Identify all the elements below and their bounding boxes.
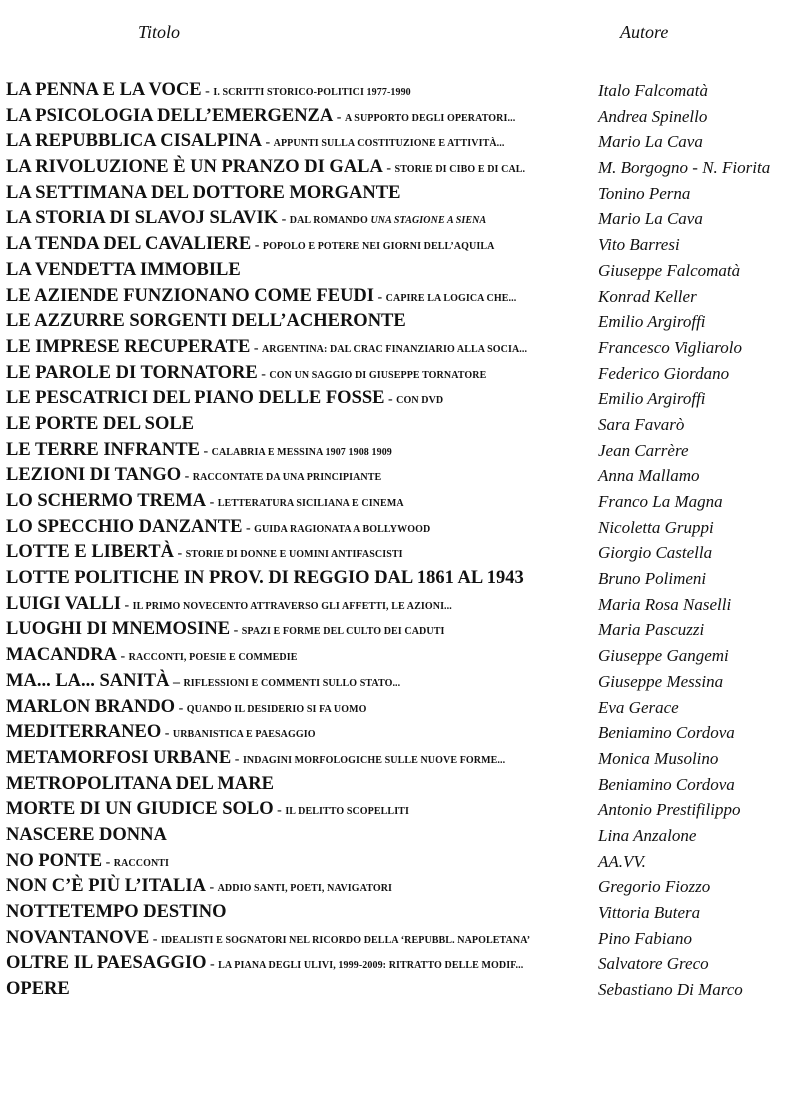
book-row: [0, 823, 802, 849]
book-author: Eva Gerace: [598, 697, 679, 717]
book-row: [0, 977, 802, 1003]
book-title-cell: [6, 746, 594, 773]
book-title: LA PENNA E LA VOCE: [6, 80, 202, 100]
title-separator: -: [173, 546, 186, 562]
book-row: [0, 463, 802, 489]
book-subtitle: CON DVD: [396, 395, 444, 407]
book-subtitle: ADDIO SANTI, POETI, NAVIGATORI: [217, 883, 393, 895]
title-separator: -: [374, 289, 386, 305]
book-subtitle: STORIE DI DONNE E UOMINI ANTIFASCISTI: [185, 549, 403, 561]
book-title: LA REPUBBLICA CISALPINA: [6, 131, 262, 152]
title-separator: -: [257, 366, 270, 382]
book-author: Gregorio Fiozzo: [598, 877, 711, 897]
book-subtitle: IL DELITTO SCOPELLITI: [285, 806, 409, 818]
book-title-cell: [6, 515, 594, 542]
book-row: [0, 335, 802, 361]
book-title-cell: [6, 823, 594, 848]
book-title: LE PESCATRICI DEL PIANO DELLE FOSSE: [6, 388, 385, 409]
book-subtitle: LETTERATURA SICILIANA E CINEMA: [217, 498, 404, 509]
book-row: [0, 797, 802, 823]
book-title-cell: [6, 489, 594, 516]
book-author: Andrea Spinello: [598, 106, 708, 126]
book-title: NASCERE DONNA: [6, 824, 167, 845]
title-separator: -: [161, 726, 173, 742]
title-separator: -: [205, 880, 218, 896]
book-author: Vittoria Butera: [598, 903, 701, 922]
book-title: LO SCHERMO TREMA: [6, 491, 207, 511]
book-author: Giorgio Castella: [598, 543, 713, 563]
book-title: LO SPECCHIO DANZANTE: [6, 516, 243, 537]
book-title-cell: [6, 232, 594, 259]
book-author: Nicoletta Gruppi: [598, 517, 714, 537]
book-title: LUIGI VALLI: [6, 593, 121, 614]
book-subtitle: APPUNTI SULLA COSTITUZIONE E ATTIVITÀ...: [273, 138, 505, 150]
book-row: [0, 104, 802, 130]
title-separator: -: [206, 495, 218, 510]
book-title-cell: [6, 566, 594, 591]
book-author: Konrad Keller: [598, 286, 697, 306]
book-title-cell: [6, 592, 594, 619]
book-title-cell: [6, 463, 594, 490]
title-separator: -: [121, 597, 133, 613]
book-title-cell: [6, 78, 594, 105]
book-title-cell: [6, 617, 594, 644]
book-title-cell: [6, 206, 594, 233]
book-title: LE IMPRESE RECUPERATE: [6, 336, 251, 357]
book-row: [0, 438, 802, 464]
book-author: Lina Anzalone: [598, 825, 697, 845]
book-author: Maria Rosa Naselli: [598, 594, 732, 614]
book-author: Emilio Argiroffi: [598, 312, 706, 332]
title-separator: -: [149, 931, 161, 947]
book-title: LA RIVOLUZIONE È UN PRANZO DI GALA: [6, 157, 383, 178]
book-title: LOTTE E LIBERTÀ: [6, 542, 174, 563]
book-title: NOTTETEMPO DESTINO: [6, 902, 227, 922]
title-separator: -: [231, 751, 243, 767]
book-subtitle: INDAGINI MORFOLOGICHE SULLE NUOVE FORME...: [242, 754, 506, 766]
book-title-cell: [6, 849, 594, 876]
book-row: [0, 900, 802, 926]
book-title-cell: [6, 900, 594, 925]
book-subtitle: GUIDA RAGIONATA A BOLLYWOOD: [254, 523, 431, 535]
title-separator: -: [206, 957, 219, 973]
book-row: [0, 849, 802, 875]
book-subtitle: IL PRIMO NOVECENTO ATTRAVERSO GLI AFFETTI, LE AZIONI...: [132, 600, 452, 612]
book-title-cell: [6, 977, 594, 1002]
book-row: [0, 951, 802, 977]
book-title: LA SETTIMANA DEL DOTTORE MORGANTE: [6, 182, 401, 203]
book-author: Vito Barresi: [598, 235, 680, 255]
book-row: [0, 874, 802, 900]
book-author: Bruno Polimeni: [598, 569, 707, 589]
book-subtitle: RACCONTI, POESIE E COMMEDIE: [128, 652, 298, 664]
book-title-cell: [6, 540, 594, 567]
book-title-cell: [6, 951, 594, 978]
title-separator: –: [169, 674, 184, 690]
book-subtitle: QUANDO IL DESIDERIO SI FA UOMO: [186, 703, 367, 715]
book-title-cell: [6, 104, 594, 131]
book-row: [0, 284, 802, 310]
book-author: Sebastiano Di Marco: [598, 980, 743, 1000]
book-row: [0, 361, 802, 387]
book-title-cell: [6, 772, 594, 797]
title-separator: -: [242, 520, 255, 536]
book-author: Giuseppe Gangemi: [598, 646, 729, 666]
title-separator: -: [273, 803, 286, 819]
book-row: [0, 129, 802, 155]
book-author: Giuseppe Messina: [598, 671, 724, 691]
book-subtitle: DAL ROMANDO: [289, 215, 371, 227]
book-title: NON C’È PIÙ L’ITALIA: [6, 876, 206, 897]
title-separator: -: [175, 700, 187, 716]
book-title-cell: [6, 438, 594, 465]
book-subtitle: RACCONTI: [113, 857, 170, 869]
book-author: Antonio Prestifilippo: [598, 800, 741, 820]
book-title: OPERE: [6, 979, 70, 1000]
book-author: Beniamino Cordova: [598, 774, 735, 794]
title-separator: -: [250, 340, 262, 356]
title-separator: -: [261, 135, 274, 151]
book-title-cell: [6, 412, 594, 437]
book-author: Federico Giordano: [598, 363, 730, 383]
book-author: Sara Favarò: [598, 414, 685, 434]
book-row: [0, 669, 802, 695]
book-author: Monica Musolino: [598, 748, 719, 768]
book-subtitle: CALABRIA E MESSINA 1907 1908 1909: [211, 446, 392, 458]
title-separator: -: [199, 443, 212, 459]
book-subtitle: RIFLESSIONI E COMMENTI SULLO STATO...: [183, 677, 401, 689]
title-separator: -: [181, 469, 193, 485]
book-title: LEZIONI DI TANGO: [6, 465, 182, 486]
book-title: LA VENDETTA IMMOBILE: [6, 259, 241, 280]
title-separator: -: [230, 623, 242, 639]
book-title: LOTTE POLITICHE IN PROV. DI REGGIO DAL 1861 AL 1943: [6, 568, 524, 589]
book-title: METAMORFOSI URBANE: [6, 747, 232, 768]
book-author: Italo Falcomatà: [598, 81, 709, 100]
book-author: Mario La Cava: [598, 209, 703, 229]
book-author: Maria Pascuzzi: [598, 620, 705, 640]
book-title: MARLON BRANDO: [6, 696, 176, 717]
book-author: Francesco Vigliarolo: [598, 337, 743, 357]
book-subtitle: IDEALISTI E SOGNATORI NEL RICORDO DELLA ‘REPUBBL. NAPOLETANA’: [160, 934, 531, 946]
title-separator: -: [116, 649, 129, 665]
book-title: LE TERRE INFRANTE: [6, 439, 200, 460]
book-title: LA PSICOLOGIA DELL’EMERGENZA: [6, 105, 334, 126]
book-author: Mario La Cava: [598, 132, 703, 152]
book-title: LE AZZURRE SORGENTI DELL’ACHERONTE: [6, 311, 406, 332]
book-title-cell: [6, 695, 594, 722]
book-subtitle: CAPIRE LA LOGICA CHE...: [385, 292, 517, 304]
book-author: Anna Mallamo: [598, 466, 700, 486]
book-author: Franco La Magna: [598, 492, 723, 511]
book-author: Giuseppe Falcomatà: [598, 260, 741, 280]
book-title: LE PAROLE DI TORNATORE: [6, 362, 258, 383]
book-title: LE PORTE DEL SOLE: [6, 413, 195, 434]
book-author: Beniamino Cordova: [598, 723, 735, 743]
book-row: [0, 155, 802, 181]
book-author: Tonino Perna: [598, 183, 691, 203]
book-row: [0, 232, 802, 258]
book-author: AA.VV.: [598, 851, 646, 871]
book-subtitle: A SUPPORTO DEGLI OPERATORI...: [344, 112, 516, 124]
title-separator: -: [102, 854, 114, 870]
book-title: LA TENDA DEL CAVALIERE: [6, 234, 252, 255]
book-author: M. Borgogno - N. Fiorita: [598, 158, 771, 178]
book-title-cell: [6, 669, 594, 696]
book-row: [0, 515, 802, 541]
book-title-cell: [6, 258, 594, 283]
book-row: [0, 746, 802, 772]
book-title: MACANDRA: [6, 645, 117, 666]
title-separator: -: [278, 212, 290, 228]
book-title-cell: [6, 720, 594, 747]
title-separator: -: [384, 392, 397, 408]
book-row: [0, 926, 802, 952]
book-subtitle: LA PIANA DEGLI ULIVI, 1999-2009: RITRATTO DELLE MODIF...: [218, 960, 524, 972]
book-title-cell: [6, 874, 594, 901]
book-title-cell: [6, 129, 594, 156]
book-author: Emilio Argiroffi: [598, 389, 706, 409]
book-row: [0, 386, 802, 412]
book-row: [0, 592, 802, 618]
book-row: [0, 181, 802, 207]
book-title-cell: [6, 155, 594, 182]
book-row: [0, 258, 802, 284]
book-title-cell: [6, 797, 594, 824]
column-header-author: Autore: [620, 22, 669, 42]
book-title-cell: [6, 926, 594, 953]
book-title: LA STORIA DI SLAVOJ SLAVIK: [6, 208, 279, 229]
book-author: Salvatore Greco: [598, 954, 709, 974]
book-subtitle: I. SCRITTI STORICO-POLITICI 1977-1990: [213, 87, 411, 98]
book-title: METROPOLITANA DEL MARE: [6, 773, 274, 794]
title-separator: -: [333, 109, 345, 125]
book-row: [0, 720, 802, 746]
book-row: [0, 206, 802, 232]
book-subtitle: SPAZI E FORME DEL CULTO DEI CADUTI: [241, 626, 445, 638]
book-list: [0, 78, 802, 1003]
book-subtitle: POPOLO E POTERE NEI GIORNI DELL’AQUILA: [262, 241, 495, 253]
book-title: NOVANTANOVE: [6, 927, 150, 948]
book-title: MORTE DI UN GIUDICE SOLO: [6, 799, 274, 820]
book-row: [0, 617, 802, 643]
book-subtitle-italic: UNA STAGIONE A SIENA: [370, 215, 487, 227]
book-title-cell: [6, 309, 594, 334]
title-separator: -: [201, 84, 214, 99]
book-title-cell: [6, 335, 594, 362]
book-row: [0, 489, 802, 515]
book-title-cell: [6, 361, 594, 388]
title-separator: -: [382, 161, 395, 177]
book-title-cell: [6, 181, 594, 206]
book-title: MEDITERRANEO: [6, 722, 162, 743]
book-row: [0, 412, 802, 438]
book-row: [0, 695, 802, 721]
book-title: LE AZIENDE FUNZIONANO COME FEUDI: [6, 285, 374, 306]
book-title-cell: [6, 284, 594, 311]
book-row: [0, 309, 802, 335]
book-row: [0, 78, 802, 104]
book-author: Jean Carrère: [598, 440, 689, 460]
book-row: [0, 540, 802, 566]
book-subtitle: RACCONTATE DA UNA PRINCIPIANTE: [192, 472, 382, 484]
title-separator: -: [251, 238, 263, 254]
book-title: OLTRE IL PAESAGGIO: [6, 953, 207, 974]
book-title-cell: [6, 643, 594, 670]
book-row: [0, 566, 802, 592]
book-author: Pino Fabiano: [598, 928, 692, 948]
column-header-title: Titolo: [138, 22, 181, 42]
book-subtitle: STORIE DI CIBO E DI CAL.: [394, 164, 526, 176]
book-title: MA... LA... SANITÀ: [6, 670, 170, 691]
book-subtitle: URBANISTICA E PAESAGGIO: [172, 729, 316, 741]
book-title: NO PONTE: [6, 850, 103, 871]
book-title: LUOGHI DI MNEMOSINE: [6, 619, 231, 640]
book-row: [0, 643, 802, 669]
book-title-cell: [6, 386, 594, 413]
book-subtitle: CON UN SAGGIO DI GIUSEPPE TORNATORE: [269, 369, 487, 381]
book-row: [0, 772, 802, 798]
book-subtitle: ARGENTINA: DAL CRAC FINANZIARIO ALLA SOCIA...: [261, 343, 528, 355]
